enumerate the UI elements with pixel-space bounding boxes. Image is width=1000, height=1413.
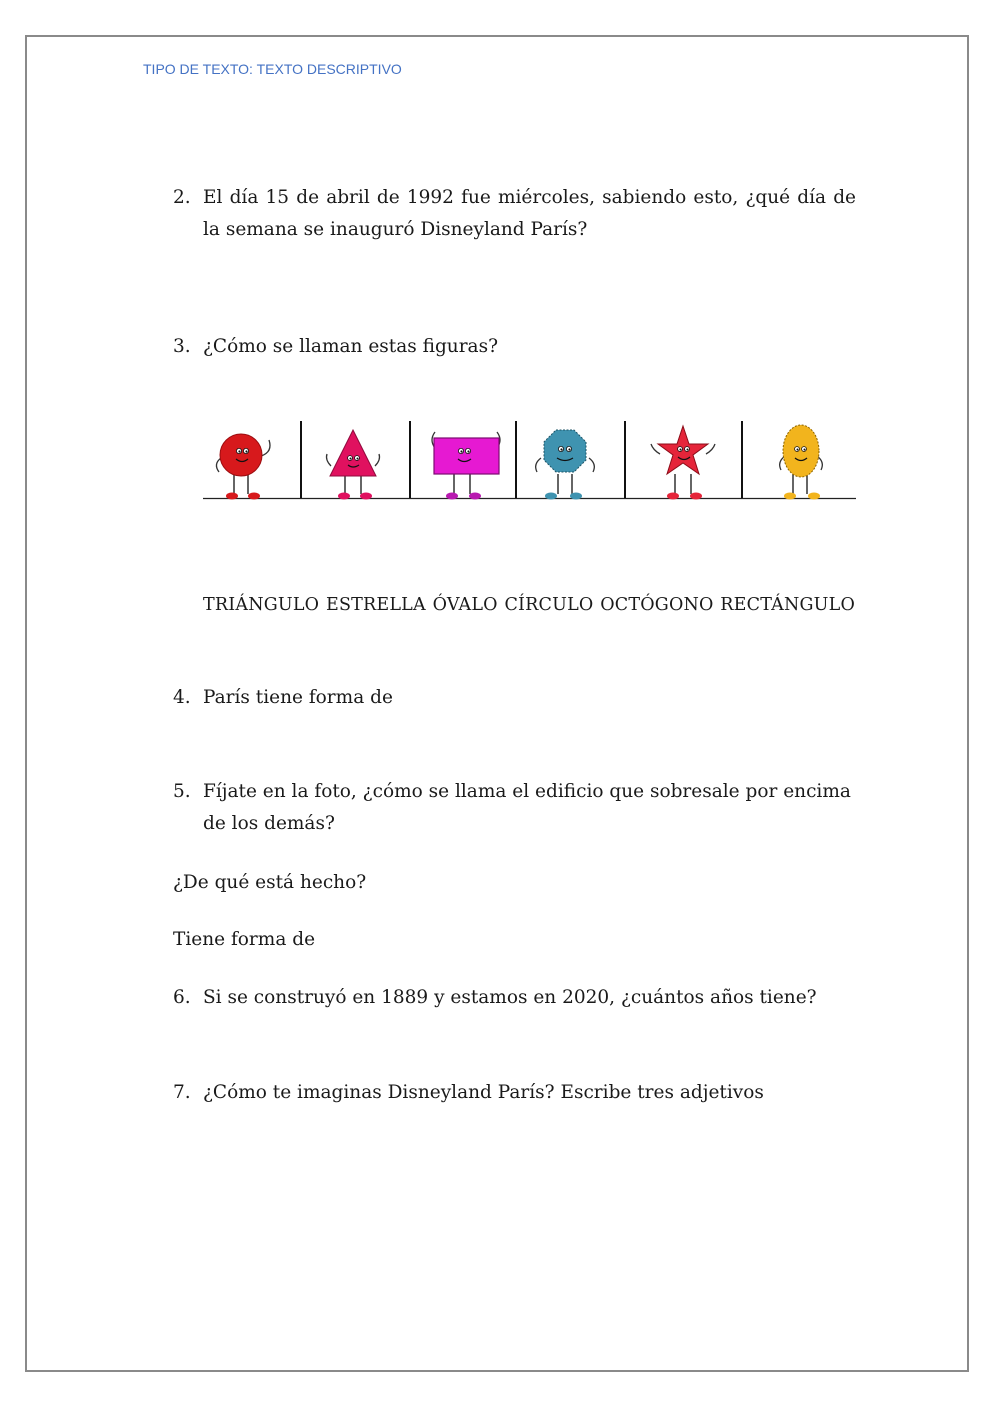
question-text: París tiene forma de <box>203 687 393 708</box>
question-text: Si se construyó en 1889 y estamos en 2020, ¿cuántos años tiene? <box>203 987 817 1008</box>
star-character-icon <box>651 426 715 500</box>
question-number: 4. <box>173 687 191 708</box>
circle-character-icon <box>216 434 270 500</box>
question-7 <box>173 1077 856 1109</box>
word-bank <box>203 590 855 620</box>
question-number: 2. <box>173 187 191 208</box>
question-5-sub-material: ¿De qué está hecho? <box>173 872 367 893</box>
triangle-character-icon <box>327 430 380 500</box>
question-text: ¿Cómo se llaman estas figuras? <box>203 336 498 357</box>
word-option: ÓVALO <box>432 595 498 615</box>
question-text: El día 15 de abril de 1992 fue miércoles, sabiendo esto, ¿qué día de la semana se inauguró Disneyland París? <box>203 187 856 240</box>
question-3 <box>173 331 856 363</box>
question-number: 6. <box>173 987 191 1008</box>
shape-characters-illustration <box>203 418 856 502</box>
word-option: ESTRELLA <box>325 595 426 615</box>
question-text: Fíjate en la foto, ¿cómo se llama el edificio que sobresale por encima de los demás? <box>203 781 851 834</box>
word-option: RECTÁNGULO <box>720 595 855 615</box>
question-5-sub-shape: Tiene forma de <box>173 929 316 950</box>
question-text: ¿Cómo te imaginas Disneyland París? Escribe tres adjetivos <box>203 1082 764 1103</box>
question-5 <box>173 776 863 840</box>
question-number: 7. <box>173 1082 191 1103</box>
question-number: 5. <box>173 781 191 802</box>
octagon-character-icon <box>536 430 595 500</box>
question-4 <box>173 682 856 714</box>
question-6 <box>173 982 856 1014</box>
word-option: OCTÓGONO <box>600 595 714 615</box>
worksheet-header: TIPO DE TEXTO: TEXTO DESCRIPTIVO <box>143 61 402 77</box>
rectangle-character-icon <box>432 432 500 500</box>
oval-character-icon <box>780 425 823 500</box>
question-2 <box>173 182 856 246</box>
word-option: TRIÁNGULO <box>203 595 320 615</box>
question-number: 3. <box>173 336 191 357</box>
word-option: CÍRCULO <box>504 595 594 615</box>
